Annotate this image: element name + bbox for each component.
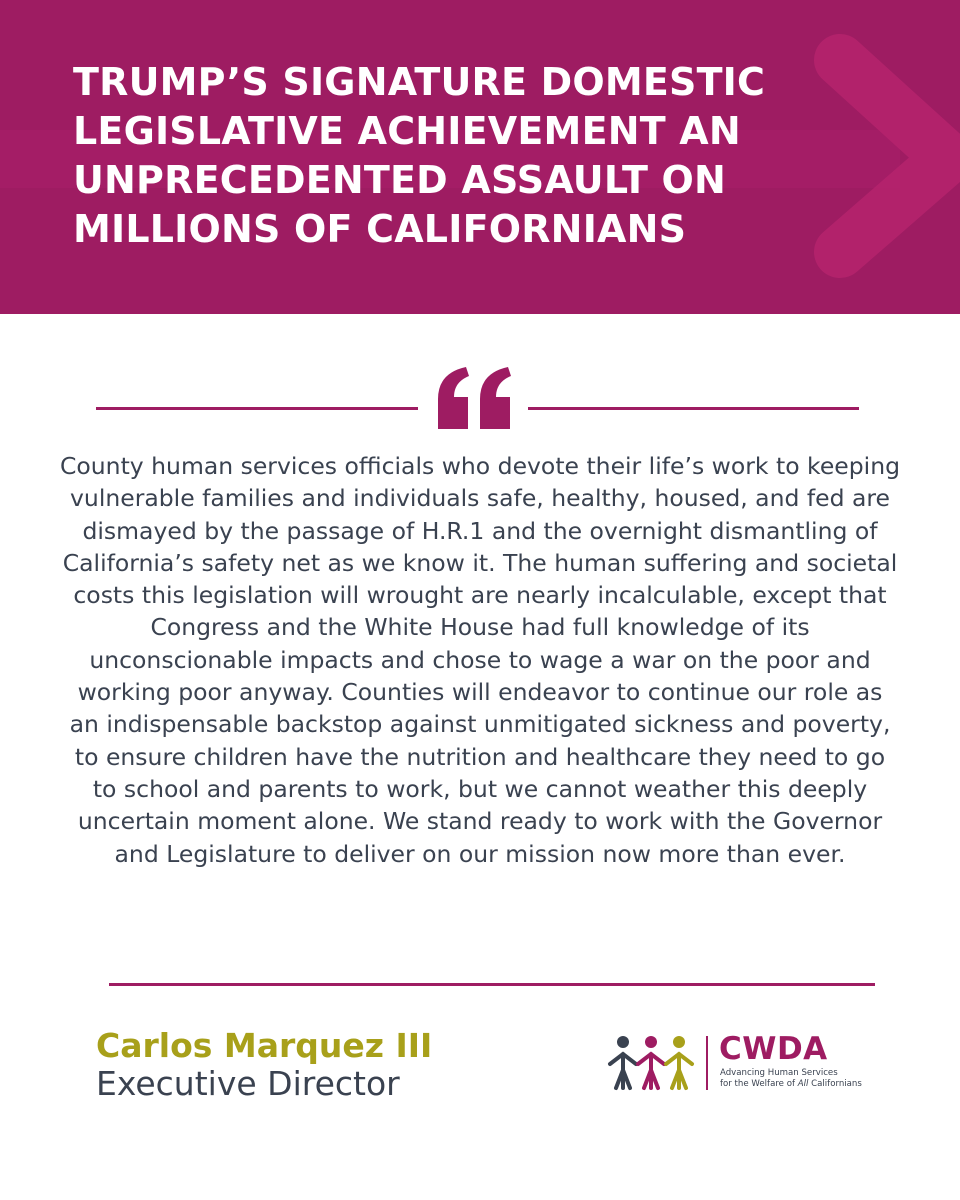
figure-magenta <box>638 1036 664 1088</box>
header-banner <box>0 0 960 314</box>
quote-rule-bottom <box>109 983 875 986</box>
logo-tagline <box>720 1068 862 1090</box>
figure-olive <box>666 1036 692 1088</box>
tagline-line-2: for the Welfare of All Californians <box>720 1079 862 1089</box>
quotation-mark-icon <box>438 367 512 429</box>
logo-divider <box>706 1036 708 1090</box>
figure-slate <box>610 1036 636 1088</box>
headline: TRUMP’S SIGNATURE DOMESTIC LEGISLATIVE ACHIEVEMENT AN UNPRECEDENTED ASSAULT ON MILLIONS OF CALIFORNIANS <box>73 60 766 251</box>
tagline-emphasis: All <box>797 1079 809 1089</box>
quote-rule-left <box>96 407 418 410</box>
people-figures-icon <box>606 1034 696 1092</box>
quote-body: County human services officials who devote their life’s work to keeping vulnerable families and individuals safe, healthy, housed, and fed are dismayed by the passage of H.R.1 and the overnight dismantling of California’s safety net as we know it. The human suffering and societal costs this legislation will wrought are nearly incalculable, except that Congress and the White House had full knowledge of its unconscionable impacts and chose to wage a war on the poor and working poor anyway. Counties will endeavor to continue our role as an indispensable backstop against unmitigated sickness and poverty, to ensure children have the nutrition and healthcare they need to go to school and parents to work, but we cannot weather this deeply uncertain moment alone. We stand ready to work with the Governor and Legislature to deliver on our mission now more than ever. <box>60 452 900 868</box>
signatory-name: Carlos Marquez III <box>96 1026 433 1065</box>
tagline-line-1: Advancing Human Services <box>720 1068 838 1078</box>
quote-rule-right <box>528 407 859 410</box>
logo-wordmark: CWDA <box>719 1031 828 1067</box>
signatory-title: Executive Director <box>96 1064 400 1103</box>
